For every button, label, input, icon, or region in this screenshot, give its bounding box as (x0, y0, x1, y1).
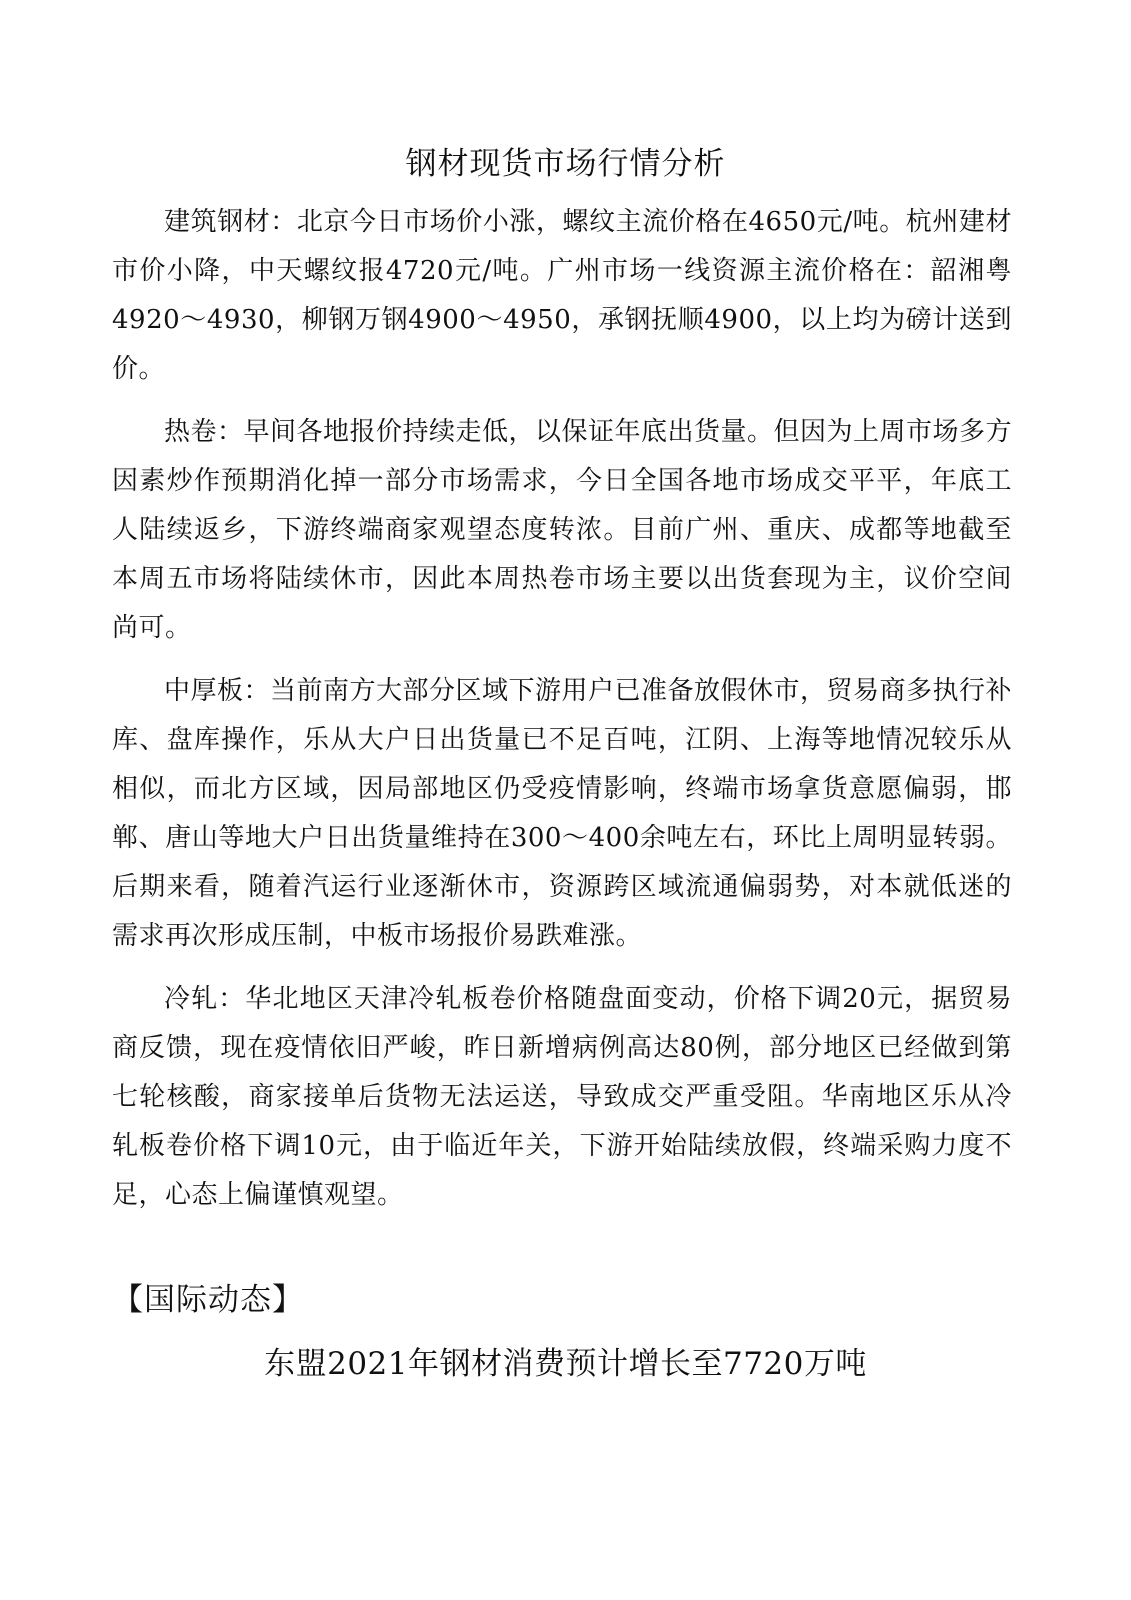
paragraph-cold-rolled: 冷轧：华北地区天津冷轧板卷价格随盘面变动，价格下调20元，据贸易商反馈，现在疫情依旧严峻，昨日新增病例高达80例，部分地区已经做到第七轮核酸，商家接单后货物无法运送，导致成交严重受阻。华南地区乐从冷轧板卷价格下调10元，由于临近年关，下游开始陆续放假，终端采购力度不足，心态上偏谨慎观望。 (112, 984, 1012, 1210)
paragraph-medium-plate: 中厚板：当前南方大部分区域下游用户已准备放假休市，贸易商多执行补库、盘库操作，乐从大户日出货量已不足百吨，江阴、上海等地情况较乐从相似，而北方区域，因局部地区仍受疫情影响，终端市场拿货意愿偏弱，邯郸、唐山等地大户日出货量维持在300～400余吨左右，环比上周明显转弱。后期来看，随着汽运行业逐渐休市，资源跨区域流通偏弱势，对本就低迷的需求再次形成压制，中板市场报价易跌难涨。 (112, 676, 1013, 951)
document-title: 钢材现货市场行情分析 (405, 146, 726, 182)
paragraph-construction-steel: 建筑钢材：北京今日市场价小涨，螺纹主流价格在4650元/吨。杭州建材市价小降，中天螺纹报4720元/吨。广州市场一线资源主流价格在：韶湘粤4920～4930，柳钢万钢4900～4950，承钢抚顺4900，以上均为磅计送到价。 (112, 207, 1012, 384)
document-body (112, 198, 1012, 1234)
paragraph-hot-rolled-coil: 热卷：早间各地报价持续走低，以保证年底出货量。但因为上周市场多方因素炒作预期消化掉一部分市场需求，今日全国各地市场成交平平，年底工人陆续返乡，下游终端商家观望态度转浓。目前广州、重庆、成都等地截至本周五市场将陆续休市，因此本周热卷市场主要以出货套现为主，议价空间尚可。 (112, 417, 1013, 643)
section-heading-international: 【国际动态】 (112, 1282, 304, 1318)
news-title: 东盟2021年钢材消费预计增长至7720万吨 (264, 1346, 867, 1382)
